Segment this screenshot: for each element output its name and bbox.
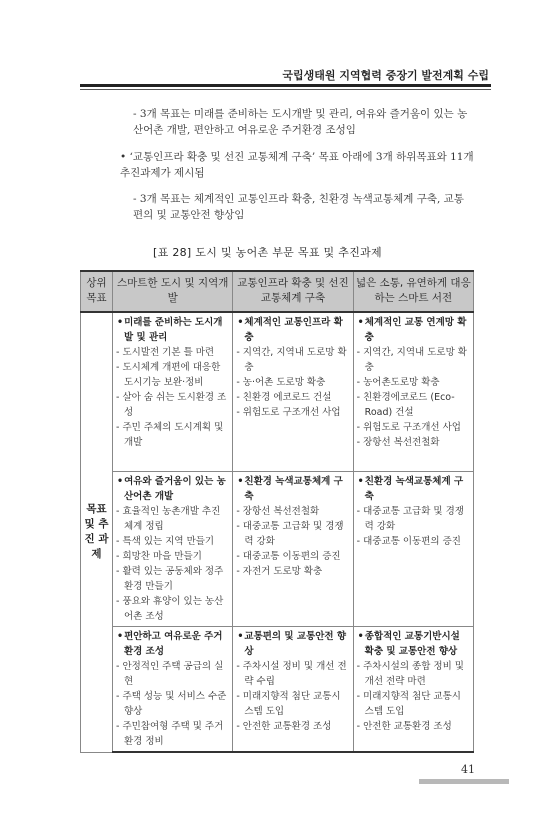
cell-item: - 위험도로 구조개선 사업 xyxy=(236,405,349,420)
page-number: 41 xyxy=(461,763,475,776)
cell-item: - 주민참여형 주택 및 주거환경 정비 xyxy=(116,719,229,749)
cell-title: • 친환경 녹색교통체계 구축 xyxy=(357,474,470,504)
table-cell xyxy=(233,627,353,753)
cell-item: - 미래지향적 첨단 교통시스템 도입 xyxy=(236,689,349,719)
cell-item: - 장항선 복선전철화 xyxy=(357,435,470,450)
table-cell xyxy=(233,472,353,627)
cell-item: - 주차시설 정비 및 개선 전략 수립 xyxy=(236,659,349,689)
cell-item: - 살아 숨 쉬는 도시환경 조성 xyxy=(116,390,229,420)
header-rule-thick xyxy=(80,84,491,87)
cell-item: - 안정적인 주택 공급의 실현 xyxy=(116,659,229,689)
table-caption: [표 28] 도시 및 농어촌 부문 목표 및 추진과제 xyxy=(153,246,382,259)
running-header-title: 국립생태원 지역협력 중장기 발전계획 수립 xyxy=(282,69,489,82)
cell-item: - 효율적인 농촌개발 추진체계 정립 xyxy=(116,504,229,534)
cell-item: - 활력 있는 공동체와 정주환경 만들기 xyxy=(116,564,229,594)
header-communication: 넓은 소통, 유연하게 대응하는 스마트 서전 xyxy=(353,271,473,312)
cell-item: - 희망찬 마을 만들기 xyxy=(116,549,229,564)
cell-item: - 미래지향적 첨단 교통시스템 도입 xyxy=(357,689,470,719)
table-cell xyxy=(113,312,233,472)
cell-item: - 안전한 교통환경 조성 xyxy=(236,719,349,734)
cell-item: - 주차시설의 종합 정비 및 개선 전략 마련 xyxy=(357,659,470,689)
cell-title: • 미래를 준비하는 도시개발 및 관리 xyxy=(116,315,229,345)
cell-item: - 특색 있는 지역 만들기 xyxy=(116,534,229,549)
cell-title: • 여유와 즐거움이 있는 농산어촌 개발 xyxy=(116,474,229,504)
cell-title: • 종합적인 교통기반시설 확충 및 교통안전 향상 xyxy=(357,629,470,659)
footer-bar xyxy=(419,779,509,784)
table-row xyxy=(81,472,474,627)
cell-item: - 친환경에코로드 (Eco-Road) 건설 xyxy=(357,390,470,420)
cell-item: - 주민 주체의 도시계획 및 개발 xyxy=(116,420,229,450)
cell-item: - 안전한 교통환경 조성 xyxy=(357,719,470,734)
table-cell xyxy=(113,627,233,753)
cell-title: • 교통편의 및 교통안전 향상 xyxy=(236,629,349,659)
cell-item: - 지역간, 지역내 도로망 확충 xyxy=(236,345,349,375)
row-header-goals-tasks: 목표 및 추진 과제 xyxy=(81,312,113,752)
table-cell xyxy=(353,472,473,627)
body-paragraph-3: - 3개 목표는 체계적인 교통인프라 확충, 친환경 녹색교통체계 구축, 교통편의 및 교통안전 향상임 xyxy=(133,193,464,221)
body-paragraph-1: - 3개 목표는 미래를 준비하는 도시개발 및 관리, 여유와 즐거움이 있는 농산어촌 개발, 편안하고 여유로운 주거환경 조성임 xyxy=(133,108,468,136)
body-paragraph-2: • ‘교통인프라 확충 및 선진 교통체계 구축’ 목표 아래에 3개 하위목표와 11개 추진과제가 제시됨 xyxy=(120,151,474,179)
table-cell xyxy=(113,472,233,627)
table-row xyxy=(81,312,474,472)
cell-item: - 농어촌도로망 확충 xyxy=(357,375,470,390)
cell-item: - 장항선 복선전철화 xyxy=(236,504,349,519)
cell-title: • 친환경 녹색교통체계 구축 xyxy=(236,474,349,504)
cell-item: - 대중교통 고급화 및 경쟁력 강화 xyxy=(236,519,349,549)
table-cell xyxy=(353,312,473,472)
cell-item: - 도시체계 개편에 대응한 도시기능 보완·정비 xyxy=(116,360,229,390)
cell-item: - 농·어촌 도로망 확충 xyxy=(236,375,349,390)
header-rule-thin xyxy=(80,89,491,90)
table-header-row xyxy=(81,271,474,312)
cell-title: • 편안하고 여유로운 주거환경 조성 xyxy=(116,629,229,659)
header-transport: 교통인프라 확충 및 선진 교통체계 구축 xyxy=(233,271,353,312)
cell-item: - 지역간, 지역내 도로망 확충 xyxy=(357,345,470,375)
cell-title: • 체계적인 교통인프라 확충 xyxy=(236,315,349,345)
cell-item: - 대중교통 이동편의 증진 xyxy=(236,549,349,564)
cell-item: - 대중교통 고급화 및 경쟁력 강화 xyxy=(357,504,470,534)
goals-tasks-table xyxy=(80,270,474,753)
header-upper-goal: 상위 목표 xyxy=(81,271,113,312)
cell-item: - 주택 성능 및 서비스 수준 향상 xyxy=(116,689,229,719)
header-smart-city: 스마트한 도시 및 지역개발 xyxy=(113,271,233,312)
cell-item: - 친환경 에코로드 건설 xyxy=(236,390,349,405)
cell-title: • 체계적인 교통 연계망 확충 xyxy=(357,315,470,345)
table-row xyxy=(81,627,474,753)
cell-item: - 위험도로 구조개선 사업 xyxy=(357,420,470,435)
cell-item: - 도시발전 기본 틀 마련 xyxy=(116,345,229,360)
cell-item: - 풍요와 휴양이 있는 농산어촌 조성 xyxy=(116,594,229,624)
table-cell xyxy=(233,312,353,472)
cell-item: - 대중교통 이동편의 증진 xyxy=(357,534,470,549)
cell-item: - 자전거 도로망 확충 xyxy=(236,564,349,579)
table-cell xyxy=(353,627,473,753)
